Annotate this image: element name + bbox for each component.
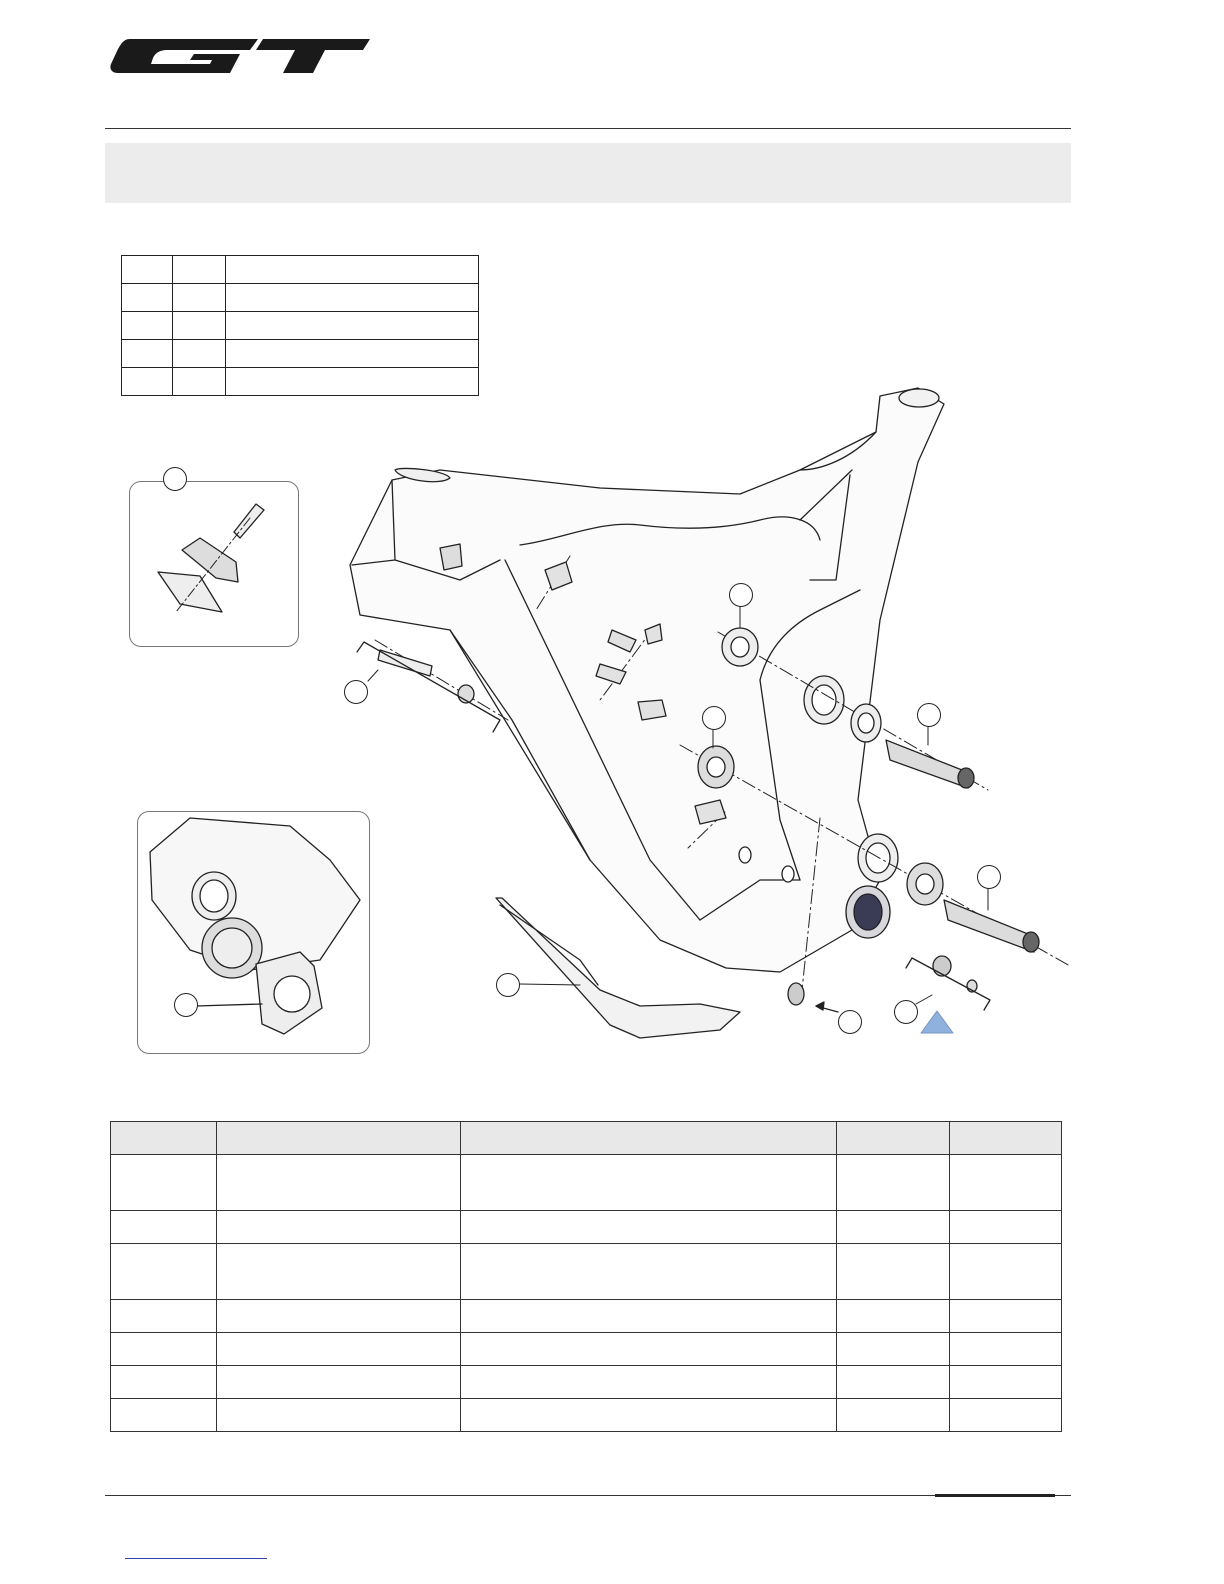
table-cell <box>111 1399 217 1432</box>
table-cell <box>111 1211 217 1244</box>
table-cell <box>111 1155 217 1211</box>
callout-circle <box>344 680 368 704</box>
table-cell <box>837 1244 950 1300</box>
table-cell <box>461 1399 837 1432</box>
table-cell <box>950 1366 1062 1399</box>
callout-circle <box>894 1000 918 1024</box>
table-cell <box>217 1300 461 1333</box>
table-cell <box>217 1211 461 1244</box>
table-cell <box>950 1333 1062 1366</box>
callout-circle <box>729 583 753 607</box>
table-row <box>111 1366 1062 1399</box>
callout-circle <box>838 1010 862 1034</box>
table-row <box>111 1300 1062 1333</box>
parts-header-cell <box>111 1122 217 1155</box>
table-cell <box>461 1300 837 1333</box>
inset-top-parts <box>158 504 264 612</box>
pivot-axles <box>886 740 1039 952</box>
table-cell <box>950 1211 1062 1244</box>
warning-triangle <box>921 1011 953 1033</box>
frame-front-triangle <box>350 388 944 972</box>
table-cell <box>950 1399 1062 1432</box>
callout-circle <box>163 467 187 491</box>
callout-circle <box>702 706 726 730</box>
callout-circle <box>917 703 941 727</box>
table-cell <box>837 1333 950 1366</box>
table-cell <box>837 1366 950 1399</box>
table-cell <box>217 1399 461 1432</box>
parts-header-cell <box>217 1122 461 1155</box>
footer-rule <box>105 1495 1071 1496</box>
table-cell <box>950 1155 1062 1211</box>
table-cell <box>111 1366 217 1399</box>
parts-table <box>110 1121 1062 1432</box>
table-cell <box>217 1333 461 1366</box>
table-cell <box>461 1244 837 1300</box>
table-cell <box>837 1300 950 1333</box>
table-cell <box>461 1155 837 1211</box>
parts-header-cell <box>461 1122 837 1155</box>
table-cell <box>461 1333 837 1366</box>
table-cell <box>950 1300 1062 1333</box>
table-cell <box>111 1244 217 1300</box>
table-row <box>111 1333 1062 1366</box>
callout-circle <box>977 865 1001 889</box>
table-row <box>111 1155 1062 1211</box>
table-row <box>111 1211 1062 1244</box>
table-row <box>111 1399 1062 1432</box>
table-cell <box>217 1244 461 1300</box>
table-cell <box>111 1300 217 1333</box>
parts-header-row <box>111 1122 1062 1155</box>
table-cell <box>217 1155 461 1211</box>
table-cell <box>217 1366 461 1399</box>
table-cell <box>461 1211 837 1244</box>
table-cell <box>461 1366 837 1399</box>
footer-rule-accent <box>935 1494 1055 1497</box>
table-cell <box>837 1211 950 1244</box>
table-cell <box>950 1244 1062 1300</box>
parts-header-cell <box>837 1122 950 1155</box>
table-cell <box>111 1333 217 1366</box>
callout-circle <box>496 973 520 997</box>
callout-circle <box>174 993 198 1017</box>
table-cell <box>837 1155 950 1211</box>
parts-header-cell <box>950 1122 1062 1155</box>
table-cell <box>837 1399 950 1432</box>
footer-link[interactable] <box>125 1558 267 1559</box>
table-row <box>111 1244 1062 1300</box>
